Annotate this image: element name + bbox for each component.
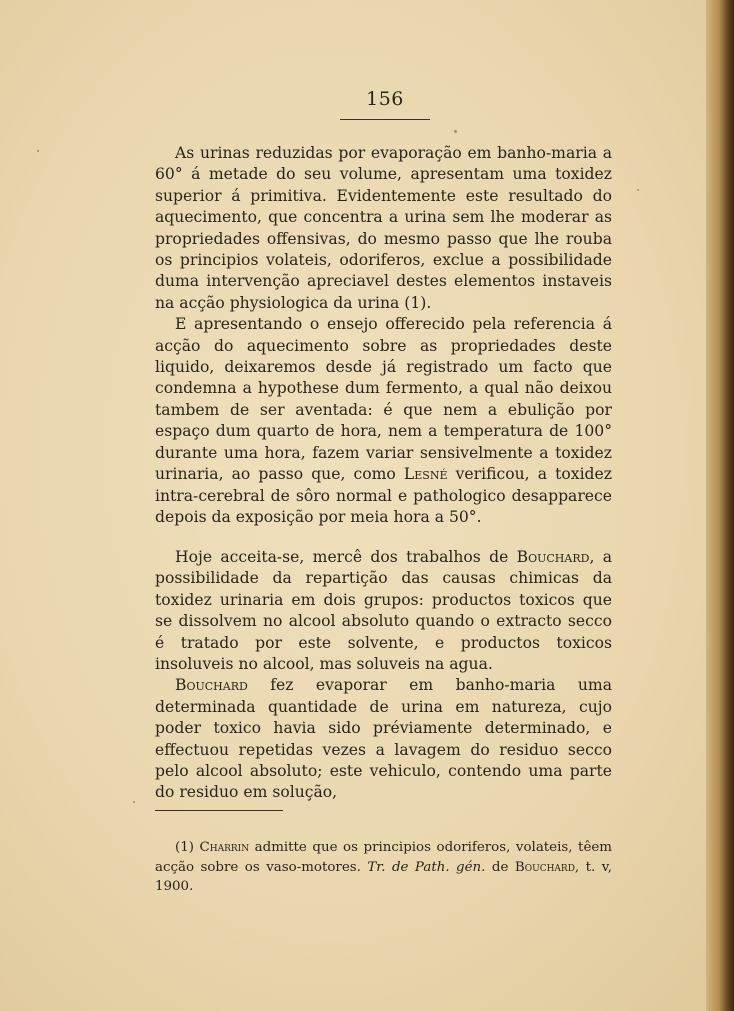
paragraph-2-text-start: E apresentando o ensejo offerecido pela referencia á acção do aquecimento sobre as propriedades deste liquido, deixaremos desde já registrado um facto que condemna a hypothese dum fermento, a qual não deixou tambem de ser aventada: é que nem a ebulição por espaço dum quarto de hora, nem a temperatura de 100° durante uma hora, fazem variar sensivelmente a toxidez urinaria, ao passo que, como: [155, 315, 612, 484]
footnote-text: [155, 838, 612, 897]
page-number-rule: [340, 119, 430, 120]
paragraph-4-text: fez evaporar em banho-maria uma determinada quantidade de urina em natureza, cujo poder toxico havia sido préviamente determinado, e effectuou repetidas vezes a lavagem do residuo secco pelo alcool absoluto; este vehiculo, contendo uma parte do residuo em solução,: [155, 676, 612, 802]
paragraph-2-text-end: verificou, a toxidez intra-cerebral de sôro normal e pathologico desapparece depois da exposição por meia hora a 50°.: [155, 465, 612, 526]
author-name-bouchard: Bouchard: [516, 548, 590, 566]
footnote-source-title: Tr. de Path. gén.: [367, 859, 486, 875]
paper-speck: [37, 150, 39, 152]
paper-speck: [637, 189, 639, 191]
paragraph-1: As urinas reduzidas por evaporação em banho-maria a 60° á metade do seu volume, apresentam uma toxidez superior á primitiva. Evidentemente este resultado do aquecimento, que concentra a urina sem lhe moderar as propriedades offensivas, do mesmo passo que lhe rouba os principios volateis, odoriferos, exclue a possibilidade duma intervenção apreciavel destes elementos instaveis na acção physiologica da urina (1).: [155, 144, 612, 312]
footnote: [155, 838, 612, 897]
paper-speck: [454, 130, 457, 133]
paragraph-3-text-end: , a possibilidade da repartição das causas chimicas da toxidez urinaria em dois grupos: productos toxicos que se dissolvem no alcool absoluto quando o extracto secco é tratado por este solvente, e productos toxicos insoluveis no alcool, mas soluveis na agua.: [155, 548, 612, 674]
footnote-rule: [155, 810, 283, 811]
body-section-1: [155, 143, 612, 528]
footnote-author-charrin: Charrin: [199, 840, 250, 855]
paper-speck: [133, 801, 135, 803]
page-number: 156: [366, 88, 404, 110]
footnote-author-bouchard: Bouchard: [514, 859, 575, 875]
paragraph-3-text-start: Hoje acceita-se, mercê dos trabalhos de: [175, 548, 517, 566]
body-section-2: [155, 547, 612, 804]
paragraph-2: [155, 314, 612, 528]
book-spine-shadow: [706, 0, 734, 1011]
author-name-lesne: Lesné: [403, 465, 448, 484]
paragraph-3: [155, 547, 612, 675]
footnote-text-2: de: [485, 859, 515, 875]
footnote-text-1: admitte que os principios odoriferos, volateis, têem acção sobre os vaso-motores.: [155, 840, 612, 875]
author-name-bouchard-2: Bouchard: [175, 676, 248, 695]
footnote-marker: (1): [175, 840, 194, 855]
footnote-text-3: , t. v, 1900.: [155, 859, 612, 894]
paragraph-4: [155, 675, 612, 803]
